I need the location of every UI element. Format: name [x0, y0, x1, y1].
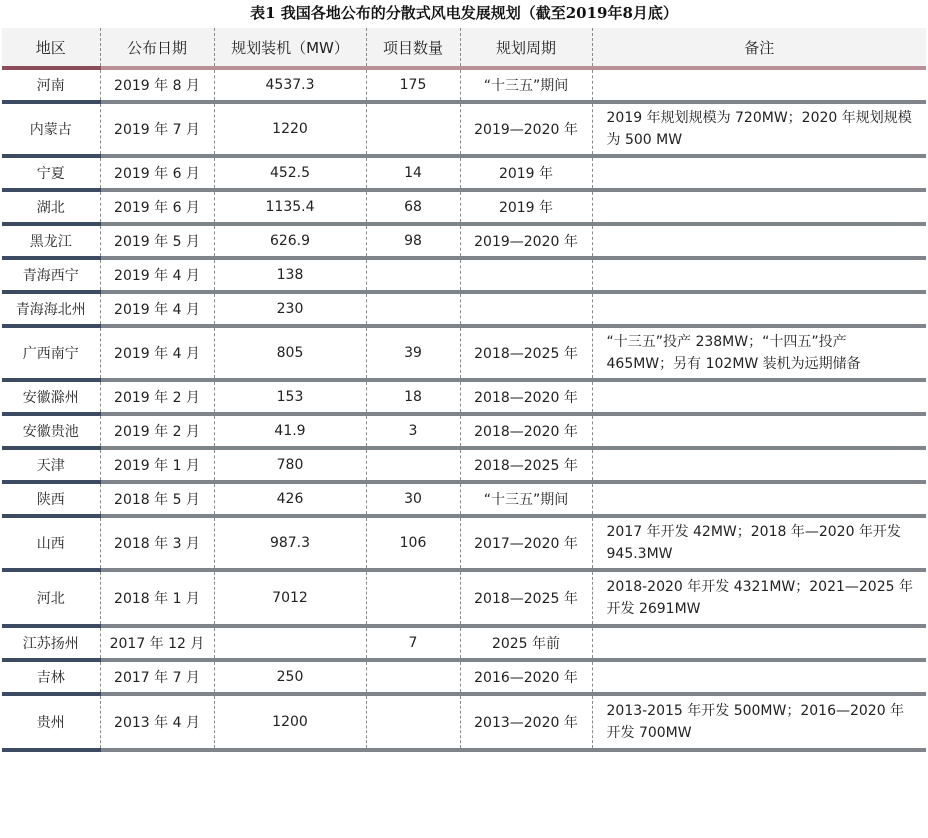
cell-period: 2025 年前	[460, 626, 592, 660]
cell-date: 2019 年 2 月	[100, 380, 214, 414]
cell-capacity: 426	[214, 482, 366, 516]
cell-capacity: 626.9	[214, 224, 366, 258]
cell-project-count	[366, 660, 460, 694]
cell-notes	[592, 258, 926, 292]
cell-project-count: 7	[366, 626, 460, 660]
cell-region: 陕西	[2, 482, 100, 516]
cell-notes	[592, 292, 926, 326]
cell-date: 2018 年 1 月	[100, 570, 214, 626]
cell-date: 2019 年 4 月	[100, 258, 214, 292]
cell-capacity: 987.3	[214, 516, 366, 570]
cell-period: 2013—2020 年	[460, 694, 592, 750]
cell-capacity: 250	[214, 660, 366, 694]
cell-date: 2018 年 3 月	[100, 516, 214, 570]
table-row	[2, 482, 926, 516]
cell-region: 宁夏	[2, 156, 100, 190]
cell-region: 江苏扬州	[2, 626, 100, 660]
cell-period: 2018—2025 年	[460, 570, 592, 626]
cell-date: 2019 年 7 月	[100, 102, 214, 156]
cell-region: 青海海北州	[2, 292, 100, 326]
cell-notes: “十三五”投产 238MW；“十四五”投产 465MW；另有 102MW 装机为远期储备	[592, 326, 926, 380]
cell-period: “十三五”期间	[460, 482, 592, 516]
header-row	[2, 28, 926, 68]
cell-region: 吉林	[2, 660, 100, 694]
cell-region: 贵州	[2, 694, 100, 750]
cell-period: “十三五”期间	[460, 68, 592, 102]
table-row	[2, 380, 926, 414]
cell-project-count: 14	[366, 156, 460, 190]
cell-region: 湖北	[2, 190, 100, 224]
table-row	[2, 326, 926, 380]
cell-project-count: 30	[366, 482, 460, 516]
cell-period	[460, 258, 592, 292]
cell-date: 2019 年 5 月	[100, 224, 214, 258]
table-row	[2, 292, 926, 326]
cell-capacity: 4537.3	[214, 68, 366, 102]
cell-project-count: 18	[366, 380, 460, 414]
cell-period: 2019—2020 年	[460, 224, 592, 258]
cell-notes	[592, 482, 926, 516]
cell-notes: 2013-2015 年开发 500MW；2016—2020 年开发 700MW	[592, 694, 926, 750]
cell-project-count: 39	[366, 326, 460, 380]
table-row	[2, 516, 926, 570]
col-header-period: 规划周期	[460, 28, 592, 68]
cell-period: 2018—2020 年	[460, 414, 592, 448]
cell-date: 2017 年 12 月	[100, 626, 214, 660]
cell-project-count	[366, 102, 460, 156]
table-row	[2, 570, 926, 626]
cell-date: 2018 年 5 月	[100, 482, 214, 516]
col-header-date: 公布日期	[100, 28, 214, 68]
wind-power-plan-table	[2, 28, 926, 752]
cell-region: 广西南宁	[2, 326, 100, 380]
cell-notes	[592, 190, 926, 224]
cell-notes: 2018-2020 年开发 4321MW；2021—2025 年开发 2691MW	[592, 570, 926, 626]
cell-capacity: 230	[214, 292, 366, 326]
cell-region: 河南	[2, 68, 100, 102]
table-title: 表1 我国各地公布的分散式风电发展规划（截至2019年8月底）	[250, 4, 678, 22]
cell-notes	[592, 224, 926, 258]
cell-capacity: 805	[214, 326, 366, 380]
table-row	[2, 190, 926, 224]
cell-capacity: 1220	[214, 102, 366, 156]
table-row	[2, 660, 926, 694]
table-row	[2, 224, 926, 258]
cell-period	[460, 292, 592, 326]
cell-notes	[592, 626, 926, 660]
col-header-notes: 备注	[592, 28, 926, 68]
cell-capacity: 138	[214, 258, 366, 292]
cell-project-count: 3	[366, 414, 460, 448]
cell-region: 青海西宁	[2, 258, 100, 292]
cell-capacity: 1200	[214, 694, 366, 750]
col-header-project-count: 项目数量	[366, 28, 460, 68]
cell-region: 黑龙江	[2, 224, 100, 258]
cell-capacity: 1135.4	[214, 190, 366, 224]
cell-notes: 2017 年开发 42MW；2018 年—2020 年开发 945.3MW	[592, 516, 926, 570]
cell-project-count	[366, 258, 460, 292]
cell-date: 2013 年 4 月	[100, 694, 214, 750]
cell-notes	[592, 68, 926, 102]
cell-region: 安徽滁州	[2, 380, 100, 414]
cell-period: 2016—2020 年	[460, 660, 592, 694]
table-row	[2, 626, 926, 660]
cell-period: 2019 年	[460, 156, 592, 190]
cell-capacity: 452.5	[214, 156, 366, 190]
col-header-capacity: 规划装机（MW）	[214, 28, 366, 68]
cell-period: 2018—2025 年	[460, 326, 592, 380]
cell-region: 安徽贵池	[2, 414, 100, 448]
cell-period: 2018—2025 年	[460, 448, 592, 482]
table-row	[2, 68, 926, 102]
cell-project-count	[366, 694, 460, 750]
cell-date: 2019 年 6 月	[100, 156, 214, 190]
cell-period: 2019—2020 年	[460, 102, 592, 156]
cell-notes	[592, 660, 926, 694]
cell-region: 山西	[2, 516, 100, 570]
table-row	[2, 258, 926, 292]
cell-project-count	[366, 292, 460, 326]
cell-project-count	[366, 570, 460, 626]
cell-period: 2017—2020 年	[460, 516, 592, 570]
cell-capacity: 7012	[214, 570, 366, 626]
cell-region: 天津	[2, 448, 100, 482]
cell-project-count	[366, 448, 460, 482]
cell-capacity: 153	[214, 380, 366, 414]
cell-date: 2019 年 6 月	[100, 190, 214, 224]
cell-date: 2019 年 2 月	[100, 414, 214, 448]
cell-notes	[592, 156, 926, 190]
cell-capacity: 780	[214, 448, 366, 482]
table-row	[2, 414, 926, 448]
cell-project-count: 68	[366, 190, 460, 224]
table-row	[2, 156, 926, 190]
cell-date: 2019 年 4 月	[100, 326, 214, 380]
cell-period: 2019 年	[460, 190, 592, 224]
cell-project-count: 106	[366, 516, 460, 570]
cell-notes	[592, 448, 926, 482]
cell-region: 内蒙古	[2, 102, 100, 156]
table-row	[2, 102, 926, 156]
cell-capacity: 41.9	[214, 414, 366, 448]
cell-notes: 2019 年规划规模为 720MW；2020 年规划规模为 500 MW	[592, 102, 926, 156]
cell-date: 2019 年 8 月	[100, 68, 214, 102]
cell-capacity	[214, 626, 366, 660]
table-row	[2, 448, 926, 482]
cell-date: 2019 年 1 月	[100, 448, 214, 482]
cell-period: 2018—2020 年	[460, 380, 592, 414]
cell-region: 河北	[2, 570, 100, 626]
cell-project-count: 175	[366, 68, 460, 102]
cell-date: 2017 年 7 月	[100, 660, 214, 694]
cell-notes	[592, 414, 926, 448]
table-row	[2, 694, 926, 750]
col-header-region: 地区	[2, 28, 100, 68]
cell-date: 2019 年 4 月	[100, 292, 214, 326]
cell-notes	[592, 380, 926, 414]
cell-project-count: 98	[366, 224, 460, 258]
